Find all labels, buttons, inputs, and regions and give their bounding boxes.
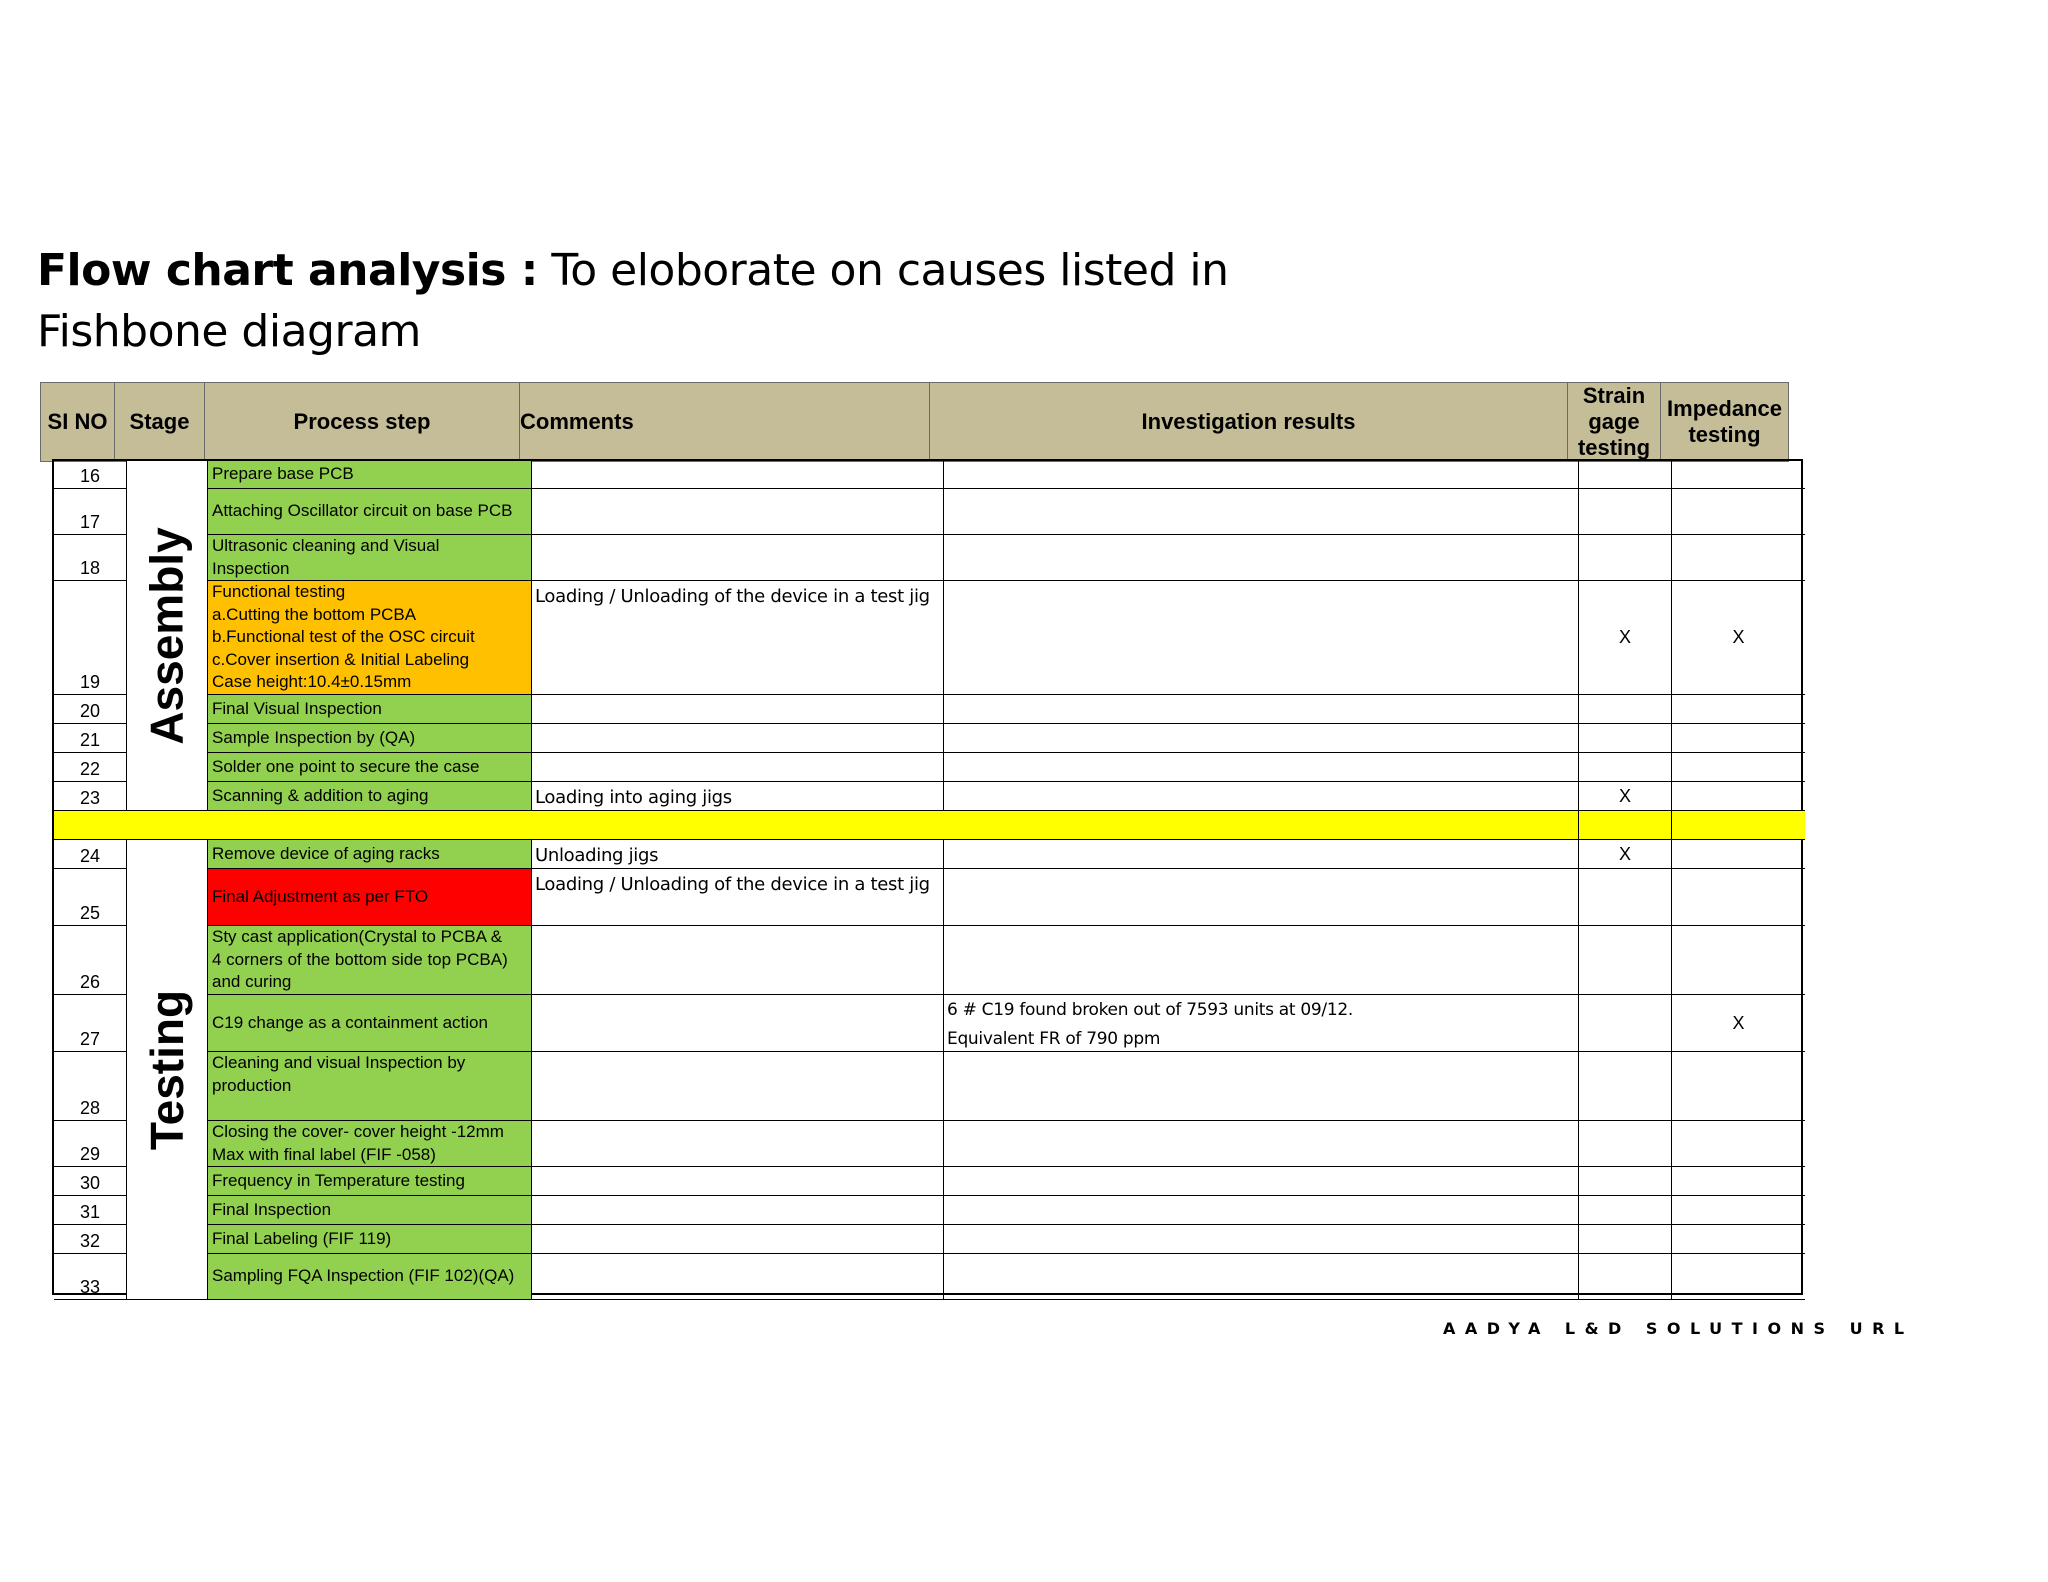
process-step-cell [208,1167,532,1196]
stage-cell-assembly [127,461,208,811]
comment-cell [532,1167,944,1196]
impedance-mark [1672,1225,1805,1254]
comment-cell [532,995,944,1052]
impedance-mark: X [1672,581,1805,695]
sl-no-cell: 21 [54,724,127,753]
separator-row-impedance [1672,811,1805,840]
strain-gage-mark [1579,724,1672,753]
investigation-cell [944,724,1579,753]
comment-cell: Loading / Unloading of the device in a test jig [532,581,944,695]
investigation-cell [944,535,1579,581]
process-step-line: b.Functional test of the OSC circuit [212,627,475,646]
sl-no-cell: 33 [54,1254,127,1300]
strain-gage-mark: X [1579,782,1672,811]
strain-gage-mark [1579,695,1672,724]
process-step-cell [208,753,532,782]
investigation-cell [944,1254,1579,1300]
comment-cell [532,753,944,782]
process-table [52,459,1803,1295]
header-comments: Comments [520,383,930,461]
investigation-cell [944,489,1579,535]
impedance-mark: X [1672,995,1805,1052]
strain-gage-mark [1579,926,1672,995]
impedance-mark [1672,695,1805,724]
comment-cell [532,1196,944,1225]
investigation-line: 6 # C19 found broken out of 7593 units at 09/12. [947,1000,1353,1020]
process-step-line: a.Cutting the bottom PCBA [212,604,417,624]
process-step-cell [208,1196,532,1225]
impedance-mark [1672,782,1805,811]
process-step-cell [208,581,532,695]
investigation-cell [944,782,1579,811]
sl-no-cell: 27 [54,995,127,1052]
process-step-cell [208,840,532,869]
page-title [37,240,1397,362]
impedance-mark [1672,1196,1805,1225]
sl-no-cell: 20 [54,695,127,724]
process-step-line: Frequency in Temperature testing [212,1170,465,1190]
process-step-line: Functional testing [212,582,346,601]
strain-gage-mark [1579,753,1672,782]
sl-no-cell: 32 [54,1225,127,1254]
impedance-mark [1672,461,1805,489]
impedance-mark [1672,535,1805,581]
stage-cell-testing [127,840,208,1300]
header-investigation-results: Investigation results [930,383,1568,461]
impedance-mark [1672,1052,1805,1121]
investigation-cell [944,926,1579,995]
process-step-line: Sty cast application(Crystal to PCBA & [212,927,503,946]
comment-cell: Loading into aging jigs [532,782,944,811]
header-sl-no: SI NO [41,383,115,461]
strain-gage-mark [1579,869,1672,926]
strain-gage-mark [1579,995,1672,1052]
strain-gage-mark [1579,1052,1672,1121]
process-step-line: Max with final label (FIF -058) [212,1144,436,1164]
process-step-cell [208,461,532,489]
process-step-line: Final Labeling (FIF 119) [212,1228,392,1248]
process-step-line: Closing the cover- cover height -12mm [212,1122,504,1141]
impedance-mark [1672,1167,1805,1196]
strain-gage-mark [1579,1167,1672,1196]
investigation-cell [944,1121,1579,1167]
process-step-line: Inspection [212,558,290,578]
investigation-line: Equivalent FR of 790 ppm [947,1029,1161,1049]
impedance-mark [1672,926,1805,995]
investigation-cell [944,995,1579,1052]
impedance-mark [1672,1254,1805,1300]
process-step-line: Final Inspection [212,1199,332,1219]
comment-cell [532,1052,944,1121]
sl-no-cell: 19 [54,581,127,695]
comment-cell: Unloading jigs [532,840,944,869]
strain-gage-mark: X [1579,840,1672,869]
sl-no-cell: 25 [54,869,127,926]
comment-cell [532,461,944,489]
stage-label: Testing [141,989,193,1150]
title-rest: To eloborate on causes listed in Fishbone diagram [37,245,1229,357]
impedance-mark [1672,869,1805,926]
process-step-line: Sample Inspection by (QA) [212,727,416,747]
sl-no-cell: 26 [54,926,127,995]
sl-no-cell: 24 [54,840,127,869]
header-strain-gage-testing: Strain gage testing [1568,383,1661,461]
strain-gage-mark [1579,489,1672,535]
process-step-line: Case height:10.4±0.15mm [212,672,412,691]
process-step-line: Cleaning and visual Inspection by [212,1053,466,1072]
impedance-mark [1672,489,1805,535]
process-step-line: Scanning & addition to aging [212,785,429,805]
process-step-cell [208,926,532,995]
investigation-cell [944,461,1579,489]
separator-row [54,811,1579,840]
process-step-cell [208,1225,532,1254]
process-step-cell [208,695,532,724]
sl-no-cell: 31 [54,1196,127,1225]
investigation-cell [944,869,1579,926]
sl-no-cell: 30 [54,1167,127,1196]
header-stage: Stage [115,383,205,461]
strain-gage-mark [1579,1225,1672,1254]
comment-cell [532,695,944,724]
process-step-line: Ultrasonic cleaning and Visual [212,536,440,555]
separator-row-strain [1579,811,1672,840]
process-step-cell [208,1121,532,1167]
sl-no-cell: 16 [54,461,127,489]
strain-gage-mark [1579,535,1672,581]
investigation-cell [944,753,1579,782]
strain-gage-mark [1579,1121,1672,1167]
investigation-cell [944,695,1579,724]
strain-gage-mark [1579,461,1672,489]
title-bold: Flow chart analysis : [37,245,538,296]
process-step-cell [208,1254,532,1300]
strain-gage-mark [1579,1254,1672,1300]
investigation-cell [944,1052,1579,1121]
comment-cell [532,1121,944,1167]
header-impedance-testing: Impedance testing [1667,396,1782,447]
investigation-cell [944,840,1579,869]
investigation-cell [944,1196,1579,1225]
process-step-cell [208,489,532,535]
investigation-cell [944,1167,1579,1196]
comment-cell [532,535,944,581]
process-step-line: Sampling FQA Inspection (FIF 102)(QA) [212,1266,515,1286]
comment-cell [532,1225,944,1254]
investigation-cell [944,1225,1579,1254]
process-step-line: 4 corners of the bottom side top PCBA) [212,949,508,969]
impedance-mark [1672,724,1805,753]
sl-no-cell: 29 [54,1121,127,1167]
process-step-line: Solder one point to secure the case [212,756,480,776]
comment-cell: Loading / Unloading of the device in a test jig [532,869,944,926]
sl-no-cell: 18 [54,535,127,581]
process-step-line: Prepare base PCB [212,464,354,484]
process-step-cell [208,724,532,753]
process-step-line: c.Cover insertion & Initial Labeling [212,649,470,669]
impedance-mark [1672,1121,1805,1167]
process-step-cell [208,995,532,1052]
process-step-line: Final Visual Inspection [212,698,382,718]
sl-no-cell: 23 [54,782,127,811]
process-step-line: Remove device of aging racks [212,843,440,863]
table-header [40,382,1789,462]
process-step-line: production [212,1075,292,1095]
process-step-cell [208,782,532,811]
process-step-line: C19 change as a containment action [212,1012,488,1032]
strain-gage-mark: X [1579,581,1672,695]
header-process-step: Process step [205,383,520,461]
comment-cell [532,926,944,995]
comment-cell [532,724,944,753]
process-step-line: and curing [212,972,292,991]
process-step-cell [208,869,532,926]
sl-no-cell: 22 [54,753,127,782]
footer-text: AADYA L&D SOLUTIONS URL [1443,1319,1914,1338]
process-step-line: Final Adjustment as per FTO [212,886,429,906]
process-step-cell [208,535,532,581]
investigation-cell [944,581,1579,695]
stage-label: Assembly [141,526,193,745]
comment-cell [532,1254,944,1300]
strain-gage-mark [1579,1196,1672,1225]
impedance-mark [1672,753,1805,782]
process-step-line: Attaching Oscillator circuit on base PCB [212,501,513,521]
impedance-mark [1672,840,1805,869]
sl-no-cell: 28 [54,1052,127,1121]
sl-no-cell: 17 [54,489,127,535]
process-step-cell [208,1052,532,1121]
comment-cell [532,489,944,535]
